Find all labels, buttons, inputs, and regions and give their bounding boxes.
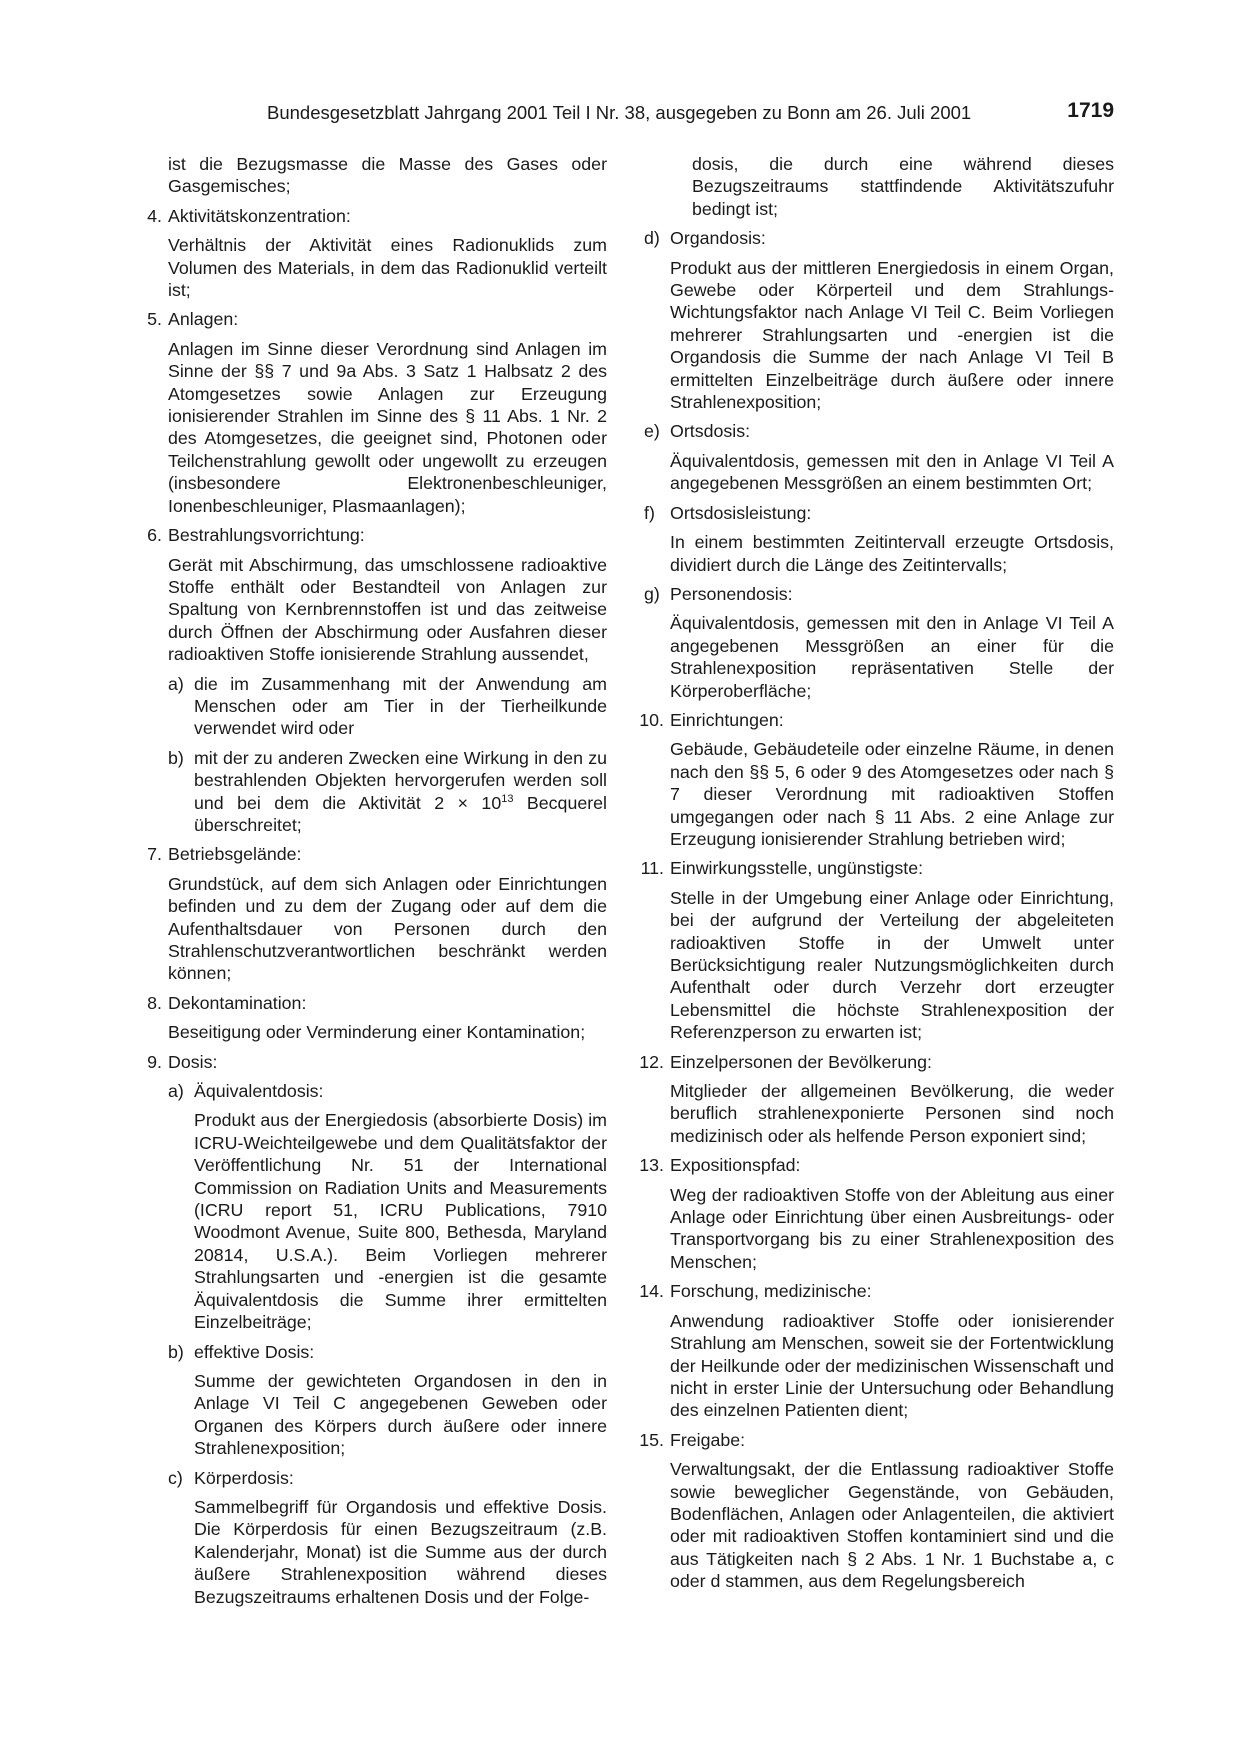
- header-title: Bundesgesetzblatt Jahrgang 2001 Teil I Nr. 38, ausgegeben zu Bonn am 26. Juli 2001: [267, 102, 972, 123]
- item-term: Bestrahlungsvorrichtung:: [168, 525, 365, 546]
- definition-item-10: [632, 709, 1114, 731]
- sub-definition: Produkt aus der mittleren Energiedosis in einem Organ, Gewebe oder Körperteil und dem Strahlungs-Wichtungsfaktor nach Anlage VI Teil C. Beim Vorliegen mehrerer Strahlungsarten und -energien ist die Organdosis die Summe der nach Anlage VI Teil B ermittelten Einzelbeiträge durch äußere oder innere Strahlenexposition;: [670, 257, 1114, 413]
- item-number: 8.: [147, 992, 162, 1013]
- sub-term: effektive Dosis:: [194, 1341, 315, 1362]
- definition-item-14: [632, 1280, 1114, 1302]
- sub-term: Ortsdosis:: [670, 421, 751, 442]
- item-number: 10.: [639, 709, 664, 730]
- item-definition: Anwendung radioaktiver Stoffe oder ionisierender Strahlung am Menschen, soweit sie der Fortentwicklung der Heilkunde oder der medizinischen Wissenschaft und nicht in erster Linie der Untersuchung oder Behandlung des einzelnen Patienten dient;: [670, 1310, 1114, 1421]
- definition-item-6: [135, 524, 607, 546]
- sub-item-9c: [135, 1467, 607, 1489]
- sub-item-9a: [135, 1080, 607, 1102]
- sub-definition: Summe der gewichteten Organdosen in den in Anlage VI Teil C angegebenen Geweben oder Organen des Körpers durch äußere oder innere Strahlenexposition;: [194, 1370, 607, 1459]
- item-definition: Beseitigung oder Verminderung einer Kontamination;: [168, 1022, 586, 1043]
- definition-item-15: [632, 1429, 1114, 1451]
- sub-text-after: Becquerel überschreitet;: [194, 792, 607, 835]
- sub-text-before: mit der zu anderen Zwecken eine Wirkung in den zu bestrahlenden Objekten hervorgerufen werden soll und bei dem die Aktivität 2 × 10: [194, 747, 607, 813]
- item-definition: Verhältnis der Aktivität eines Radionuklids zum Volumen des Materials, in dem das Radionuklid verteilt ist;: [168, 235, 607, 301]
- item-number: 7.: [147, 844, 162, 865]
- sub-letter: f): [644, 502, 655, 523]
- sub-definition: Äquivalentdosis, gemessen mit den in Anlage VI Teil A angegebenen Messgrößen an einer für die Strahlenexposition repräsentativen Stelle der Körperoberfläche;: [670, 613, 1114, 701]
- sub-item-9e: [632, 420, 1114, 442]
- sub-definition: In einem bestimmten Zeitintervall erzeugte Ortsdosis, dividiert durch die Länge des Zeitintervalls;: [670, 532, 1114, 575]
- sub-text: [194, 747, 607, 837]
- sub-letter: b): [168, 747, 184, 768]
- item-term: Freigabe:: [670, 1429, 746, 1450]
- exponent: 13: [501, 792, 514, 805]
- definition-item-4: [135, 205, 607, 227]
- item-definition: Anlagen im Sinne dieser Verordnung sind Anlagen im Sinne der §§ 7 und 9a Abs. 3 Satz 1 Halbsatz 2 des Atomgesetzes sowie Anlagen zur Erzeugung ionisierender Strahlen im Sinne des § 11 Abs. 1 Nr. 2 des Atomgesetzes, die geeignet sind, Photonen oder Teilchenstrahlung gewollt oder ungewollt zu erzeugen (insbesondere Elektronenbeschleuniger, Ionenbeschleuniger, Plasmaanlagen);: [168, 338, 607, 516]
- item-number: 14.: [639, 1281, 664, 1302]
- sub-term: Organdosis:: [670, 228, 766, 249]
- sub-item-9g: [632, 583, 1114, 605]
- item-number: 9.: [147, 1051, 162, 1072]
- item-number: 12.: [639, 1051, 664, 1072]
- sub-item-6a: [135, 673, 607, 740]
- item-term: Dekontamination:: [168, 992, 307, 1013]
- continued-paragraph: ist die Bezugsmasse die Masse des Gases oder Gasgemisches;: [168, 154, 607, 197]
- sub-term: Personendosis:: [670, 583, 793, 604]
- item-definition: Grundstück, auf dem sich Anlagen oder Einrichtungen befinden und zu dem der Zugang oder auf dem die Aufenthaltsdauer von Personen durch den Strahlenschutzverantwortlichen beschränkt werden können;: [168, 873, 607, 984]
- item-term: Betriebsgelände:: [168, 844, 302, 865]
- sub-letter: a): [168, 673, 184, 694]
- definition-item-12: [632, 1051, 1114, 1073]
- item-definition: Stelle in der Umgebung einer Anlage oder Einrichtung, bei der aufgrund der Verteilung der abgeleiteten radioaktiven Stoffe in der Umwelt unter Berücksichtigung realer Nutzungsmöglichkeiten durch Aufenthalt oder durch Verzehr dort erzeugter Lebensmittel die höchste Strahlenexposition der Referenzperson zu erwarten ist;: [670, 887, 1114, 1043]
- sub-letter: e): [644, 421, 660, 442]
- sub-item-6b: [135, 747, 607, 837]
- sub-term: Äquivalentdosis:: [194, 1081, 324, 1102]
- sub-letter: b): [168, 1341, 184, 1362]
- item-number: 6.: [147, 525, 162, 546]
- item-definition: Weg der radioaktiven Stoffe von der Ableitung aus einer Anlage oder Einrichtung über einen Ausbreitungs- oder Transportvorgang bis zu einer Strahlenexposition des Menschen;: [670, 1184, 1114, 1272]
- sub-text: die im Zusammenhang mit der Anwendung am Menschen oder am Tier in der Tierheilkunde verwendet wird oder: [194, 673, 607, 739]
- item-number: 11.: [640, 858, 664, 879]
- item-term: Einwirkungsstelle, ungünstigste:: [670, 858, 924, 879]
- definition-item-11: [632, 857, 1114, 879]
- sub-letter: g): [644, 583, 660, 604]
- page-header: [150, 99, 1114, 127]
- definition-item-8: [135, 992, 607, 1014]
- sub-term: Körperdosis:: [194, 1467, 294, 1488]
- sub-definition: Äquivalentdosis, gemessen mit den in Anlage VI Teil A angegebenen Messgrößen an einem bestimmten Ort;: [670, 450, 1114, 494]
- item-number: 4.: [147, 205, 162, 226]
- item-term: Einrichtungen:: [670, 709, 784, 730]
- item-definition: Mitglieder der allgemeinen Bevölkerung, die weder beruflich strahlenexponierte Personen sind noch medizinisch oder als helfende Person exponiert sind;: [670, 1081, 1114, 1146]
- item-term: Dosis:: [168, 1051, 218, 1072]
- item-definition: Gebäude, Gebäudeteile oder einzelne Räume, in denen nach den §§ 5, 6 oder 9 des Atomgesetzes oder nach § 7 dieser Verordnung mit radioaktiven Stoffen umgegangen oder nach § 11 Abs. 2 eine Anlage zur Erzeugung ionisierender Strahlung betrieben wird;: [670, 739, 1114, 849]
- item-term: Aktivitätskonzentration:: [168, 205, 351, 226]
- sub-letter: a): [168, 1081, 184, 1102]
- left-column: [135, 153, 607, 1615]
- item-definition: Verwaltungsakt, der die Entlassung radioaktiver Stoffe sowie beweglicher Gegenstände, von Gebäuden, Bodenflächen, Anlagen oder Anlagenteilen, die aktiviert oder mit radioaktiven Stoffen kontaminiert sind und die aus Tätigkeiten nach § 2 Abs. 1 Nr. 1 Buchstabe a, c oder d stammen, aus dem Regelungsbereich: [670, 1459, 1114, 1592]
- item-number: 5.: [147, 309, 162, 330]
- sub-item-9d: [632, 227, 1114, 249]
- right-column: [632, 153, 1114, 1600]
- item-term: Forschung, medizinische:: [670, 1281, 872, 1302]
- item-definition: Gerät mit Abschirmung, das umschlossene radioaktive Stoffe enthält oder Bestandteil von Anlagen zur Spaltung von Kernbrennstoffen ist und das zeitweise durch Öffnen der Abschirmung oder Ausfahren dieser radioaktiven Stoffe ionisierende Strahlung aussendet,: [168, 554, 607, 665]
- continued-paragraph: dosis, die durch eine während dieses Bezugszeitraums stattfindende Aktivitätszufuhr bedingt ist;: [692, 154, 1114, 219]
- sub-term: Ortsdosisleistung:: [670, 502, 812, 523]
- definition-item-7: [135, 843, 607, 865]
- sub-definition: Produkt aus der Energiedosis (absorbierte Dosis) im ICRU-Weichteilgewebe und dem Qualitätsfaktor der Veröffentlichung Nr. 51 der International Commission on Radiation Units and Measurements (ICRU report 51, ICRU Publications, 7910 Woodmont Avenue, Suite 800, Bethesda, Maryland 20814, U.S.A.). Beim Vorliegen mehrerer Strahlungsarten und -energien ist die gesamte Äquivalentdosis die Summe ihrer ermittelten Einzelbeiträge;: [194, 1110, 607, 1333]
- sub-definition: Sammelbegriff für Organdosis und effektive Dosis. Die Körperdosis für einen Bezugszeitraum (z.B. Kalenderjahr, Monat) ist die Summe aus der durch äußere Strahlenexposition während dieses Bezugszeitraums erhaltenen Dosis und der Folge-: [194, 1496, 607, 1607]
- item-term: Anlagen:: [168, 309, 239, 330]
- item-term: Einzelpersonen der Bevölkerung:: [670, 1051, 932, 1072]
- item-term: Expositionspfad:: [670, 1155, 801, 1176]
- definition-item-5: [135, 308, 607, 330]
- page-number: 1719: [1067, 99, 1114, 122]
- sub-letter: c): [168, 1467, 183, 1488]
- sub-item-9b: [135, 1341, 607, 1363]
- definition-item-13: [632, 1154, 1114, 1176]
- item-number: 15.: [639, 1429, 664, 1450]
- item-number: 13.: [639, 1155, 664, 1176]
- sub-letter: d): [644, 228, 660, 249]
- definition-item-9: [135, 1051, 607, 1073]
- sub-item-9f: [632, 502, 1114, 524]
